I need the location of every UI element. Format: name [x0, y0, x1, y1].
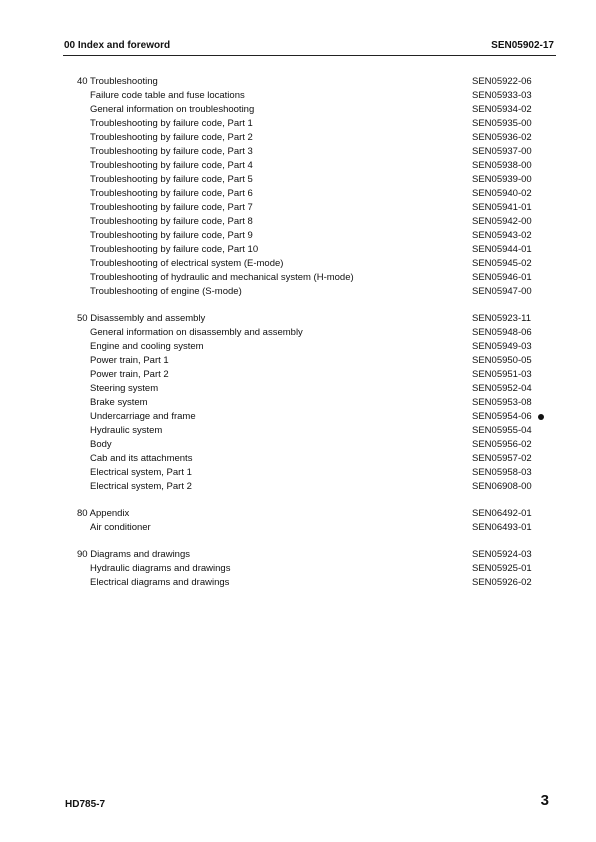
item-title: Troubleshooting by failure code, Part 9 [90, 230, 253, 241]
item-title: Troubleshooting by failure code, Part 6 [90, 188, 253, 199]
item-code: SEN05951-03 [472, 369, 532, 380]
toc-item-row [0, 480, 596, 494]
toc-item-row [0, 187, 596, 201]
section-gap [0, 299, 596, 312]
item-title: Power train, Part 2 [90, 369, 169, 380]
item-title: Troubleshooting by failure code, Part 8 [90, 216, 253, 227]
item-code: SEN05947-00 [472, 286, 532, 297]
section-code: SEN06492-01 [472, 508, 532, 519]
section-code: SEN05923-11 [472, 313, 531, 324]
item-title: Hydraulic diagrams and drawings [90, 563, 231, 574]
item-code: SEN05950-05 [472, 355, 532, 366]
item-code: SEN05940-02 [472, 188, 532, 199]
toc-item-row [0, 576, 596, 590]
item-title: Troubleshooting of electrical system (E-mode) [90, 258, 284, 269]
toc-item-row [0, 271, 596, 285]
section-title: 50 Disassembly and assembly [77, 313, 206, 324]
section-title: 80 Appendix [77, 508, 130, 519]
toc-item-row [0, 562, 596, 576]
item-code: SEN05937-00 [472, 146, 532, 157]
item-code: SEN05935-00 [472, 118, 532, 129]
item-title: Troubleshooting by failure code, Part 4 [90, 160, 253, 171]
toc-item-row [0, 410, 596, 424]
item-title: Electrical system, Part 2 [90, 481, 192, 492]
section-gap [0, 535, 596, 548]
toc-item-row [0, 103, 596, 117]
section-title: 40 Troubleshooting [77, 76, 158, 87]
section-code: SEN05924-03 [472, 549, 532, 560]
item-code: SEN05949-03 [472, 341, 532, 352]
item-code: SEN05933-03 [472, 90, 532, 101]
item-code: SEN05953-08 [472, 397, 532, 408]
toc-item-row [0, 229, 596, 243]
item-code: SEN05958-03 [472, 467, 532, 478]
item-title: Troubleshooting of engine (S-mode) [90, 286, 242, 297]
toc-item-row [0, 145, 596, 159]
toc-item-row [0, 215, 596, 229]
item-title: Troubleshooting by failure code, Part 7 [90, 202, 253, 213]
item-code: SEN05955-04 [472, 425, 532, 436]
item-code: SEN05939-00 [472, 174, 532, 185]
item-title: Troubleshooting of hydraulic and mechanical system (H-mode) [90, 272, 354, 283]
toc-item-row [0, 382, 596, 396]
item-code: SEN05948-06 [472, 327, 532, 338]
toc-item-row [0, 368, 596, 382]
item-code: SEN05944-01 [472, 244, 532, 255]
item-code: SEN05952-04 [472, 383, 532, 394]
header-document-code: SEN05902-17 [491, 40, 554, 51]
item-title: General information on troubleshooting [90, 104, 255, 115]
item-code: SEN05938-00 [472, 160, 532, 171]
item-title: Failure code table and fuse locations [90, 90, 245, 101]
item-code: SEN05941-01 [472, 202, 532, 213]
item-title: Cab and its attachments [90, 453, 193, 464]
section-gap [0, 494, 596, 507]
page-number: 3 [540, 792, 549, 809]
item-code: SEN05925-01 [472, 563, 532, 574]
item-code: SEN05943-02 [472, 230, 532, 241]
item-code: SEN05954-06 [472, 411, 532, 422]
item-title: Power train, Part 1 [90, 355, 169, 366]
toc-item-row [0, 438, 596, 452]
item-title: Air conditioner [90, 522, 151, 533]
toc-section-row [0, 548, 596, 562]
toc-section-row [0, 312, 596, 326]
toc-item-row [0, 326, 596, 340]
item-title: General information on disassembly and assembly [90, 327, 303, 338]
toc-section-row [0, 75, 596, 89]
header-rule [63, 55, 556, 56]
item-title: Electrical diagrams and drawings [90, 577, 230, 588]
item-title: Troubleshooting by failure code, Part 10 [90, 244, 259, 255]
toc-item-row [0, 521, 596, 535]
toc-item-row [0, 89, 596, 103]
toc-item-row [0, 159, 596, 173]
section-title: 90 Diagrams and drawings [77, 549, 191, 560]
item-code: SEN05945-02 [472, 258, 532, 269]
revision-bullet-icon [538, 414, 544, 420]
header-section-title: 00 Index and foreword [64, 40, 171, 51]
item-title: Troubleshooting by failure code, Part 3 [90, 146, 253, 157]
item-title: Undercarriage and frame [90, 411, 196, 422]
item-title: Hydraulic system [90, 425, 163, 436]
toc-item-row [0, 173, 596, 187]
toc-item-row [0, 257, 596, 271]
item-title: Engine and cooling system [90, 341, 204, 352]
item-title: Electrical system, Part 1 [90, 467, 192, 478]
item-code: SEN05926-02 [472, 577, 532, 588]
toc-item-row [0, 424, 596, 438]
toc-item-row [0, 396, 596, 410]
section-code: SEN05922-06 [472, 76, 532, 87]
item-code: SEN05957-02 [472, 453, 532, 464]
item-code: SEN05936-02 [472, 132, 532, 143]
item-title: Troubleshooting by failure code, Part 5 [90, 174, 253, 185]
table-of-contents [0, 75, 596, 590]
item-title: Body [90, 439, 112, 450]
item-title: Steering system [90, 383, 159, 394]
item-code: SEN06493-01 [472, 522, 532, 533]
toc-item-row [0, 354, 596, 368]
item-title: Troubleshooting by failure code, Part 1 [90, 118, 253, 129]
item-code: SEN05934-02 [472, 104, 532, 115]
toc-item-row [0, 340, 596, 354]
item-code: SEN05946-01 [472, 272, 532, 283]
item-code: SEN05956-02 [472, 439, 532, 450]
toc-item-row [0, 466, 596, 480]
toc-item-row [0, 243, 596, 257]
item-title: Brake system [90, 397, 148, 408]
toc-item-row [0, 131, 596, 145]
item-code: SEN05942-00 [472, 216, 532, 227]
toc-item-row [0, 117, 596, 131]
footer-model: HD785-7 [65, 799, 106, 810]
toc-section-row [0, 507, 596, 521]
toc-item-row [0, 285, 596, 299]
item-code: SEN06908-00 [472, 481, 532, 492]
toc-item-row [0, 201, 596, 215]
item-title: Troubleshooting by failure code, Part 2 [90, 132, 253, 143]
toc-item-row [0, 452, 596, 466]
